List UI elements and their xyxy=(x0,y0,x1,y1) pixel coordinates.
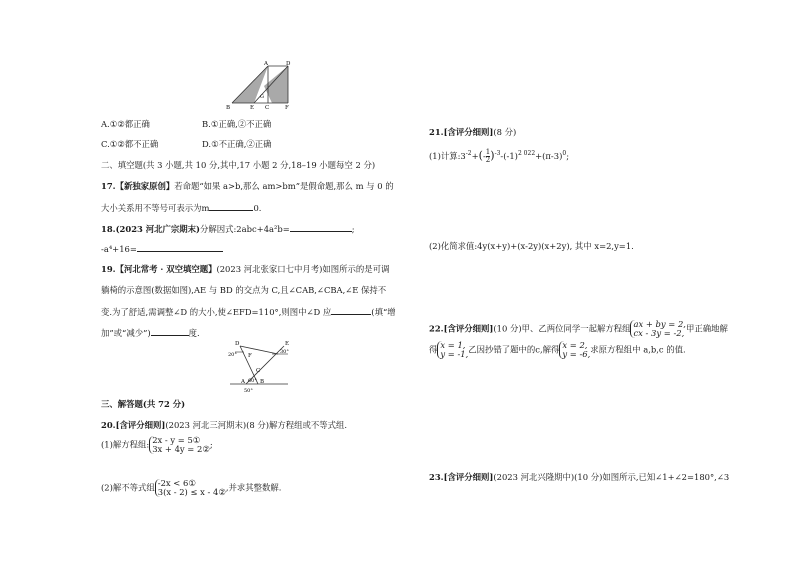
label-B: B xyxy=(260,379,265,385)
question-20-tag: 20.[含评分细则] xyxy=(101,420,166,430)
question-23-line1: 23.[含评分细则](2023 河北兴隆期中)(10 分)如图所示,已知∠1+∠2=180°,∠3 xyxy=(429,472,730,482)
label-F: F xyxy=(248,353,252,359)
question-22-line1: 22.[含评分细则](10 分)甲、乙两位同学一起解方程组 ax + by = 2, cx - 3y = -2, 甲正确地解 xyxy=(429,319,728,338)
answer-blank-18a[interactable] xyxy=(290,223,352,232)
question-19-tag: 19.【河北常考 · 双空填空题】 xyxy=(101,264,217,274)
label-F: F xyxy=(285,105,289,110)
label-C: C xyxy=(256,368,261,374)
choice-a: A.①②都正确 xyxy=(101,119,150,129)
geometry-figure-parallelogram xyxy=(222,58,294,110)
question-23-tag: 23.[含评分细则] xyxy=(429,472,494,482)
angle-30: 30° xyxy=(280,349,289,355)
choice-c: C.①②都不正确 xyxy=(101,139,159,149)
label-E: E xyxy=(285,341,290,347)
section-heading-solve: 三、解答题(共 72 分) xyxy=(101,399,186,409)
choice-b: B.①正确,②不正确 xyxy=(202,119,272,129)
angle-20: 20° xyxy=(228,352,237,358)
inequality-system: -2x < 6① 3(x - 2) ≤ x - 4② xyxy=(155,479,226,497)
answer-blank-17[interactable] xyxy=(209,202,253,211)
question-21-part1: (1)计算$:3^{-2}+(-$ $\frac{1}{2}$ )$^{-3}-(-1)^{2 022}+(\pi-3)^0$; xyxy=(429,148,570,164)
choice-d: D.①不正确,②正确 xyxy=(202,139,272,149)
equation-system-original: ax + by = 2, cx - 3y = -2, xyxy=(630,320,685,338)
question-17-tag: 17.【新独家原创】 xyxy=(101,181,175,191)
question-18-line1: 18.(2023 河北广宗期末)分解因式:2abc+4a²b= ; xyxy=(101,224,355,234)
label-A: A xyxy=(241,379,245,385)
section-heading-fill-blank: 二、填空题(共 3 小题,共 10 分,其中,17 小题 2 分,18–19 小题每空 2 分) xyxy=(101,160,376,170)
question-18-line2: -a⁴+16= xyxy=(101,243,223,255)
question-17-line1: 17.【新独家原创】若命题“如果 a>b,那么 am>bm”是假命题,那么 m 与 0 的 xyxy=(101,181,394,191)
question-19-line2: 躺椅的示意图(数据如图),AE 与 BD 的交点为 C,且∠CAB,∠CBA,∠E 保持不 xyxy=(101,285,387,295)
label-E: E xyxy=(250,105,255,110)
question-20-part2: (2)解不等式组 -2x < 6① 3(x - 2) ≤ x - 4②,并求其整数解. xyxy=(101,478,282,497)
solution-jia: x = 1, y = -1, xyxy=(437,341,468,359)
question-21-head: 21.[含评分细则](8 分) xyxy=(429,127,517,137)
label-C: C xyxy=(265,105,270,110)
question-18-tag: 18.(2023 河北广宗期末) xyxy=(101,224,200,234)
label-A: A xyxy=(264,61,268,67)
solution-yi: x = 2, y = -6, xyxy=(559,341,590,359)
angle-60: 60° xyxy=(248,378,257,384)
question-17-line2: 大小关系用不等号可表示为m 0. xyxy=(101,203,262,213)
question-19-line4: 加”或“减少”) 度. xyxy=(101,328,200,338)
answer-blank-18b[interactable] xyxy=(137,243,223,252)
question-22-line2: 得 x = 1, y = -1,乙因抄错了题中的c,解得 x = 2, y = -6,求原方程组中 a,b,c 的值. xyxy=(429,340,686,359)
label-G: G xyxy=(260,94,264,100)
label-B: B xyxy=(226,105,231,110)
question-19-line3: 变.为了舒适,需调整∠D 的大小,使∠EFD=110°,则图中∠D 应 (填“增 xyxy=(101,307,396,317)
geometry-figure-reclining-chair xyxy=(226,338,296,394)
question-20-part1: (1)解方程组: 2x - y = 5① 3x + 4y = 2②; xyxy=(101,435,213,454)
label-D: D xyxy=(286,61,291,67)
answer-blank-19b[interactable] xyxy=(151,327,189,336)
question-22-tag: 22.[含评分细则] xyxy=(429,323,494,334)
question-19-line1: 19.【河北常考 · 双空填空题】(2023 河北张家口七中月考)如图所示的是可调 xyxy=(101,264,390,274)
question-21-tag: 21.[含评分细则] xyxy=(429,127,494,137)
answer-blank-19a[interactable] xyxy=(331,306,371,315)
equation-system: 2x - y = 5① 3x + 4y = 2② xyxy=(149,436,210,454)
question-20-head: 20.[含评分细则](2023 河北三河期末)(8 分)解方程组或不等式组. xyxy=(101,420,348,430)
label-D: D xyxy=(235,341,240,347)
angle-50: 50° xyxy=(244,388,253,394)
question-21-part2: (2)化简求值:4y(x+y)+(x-2y)(x+2y), 其中 x=2,y=1. xyxy=(429,241,634,251)
